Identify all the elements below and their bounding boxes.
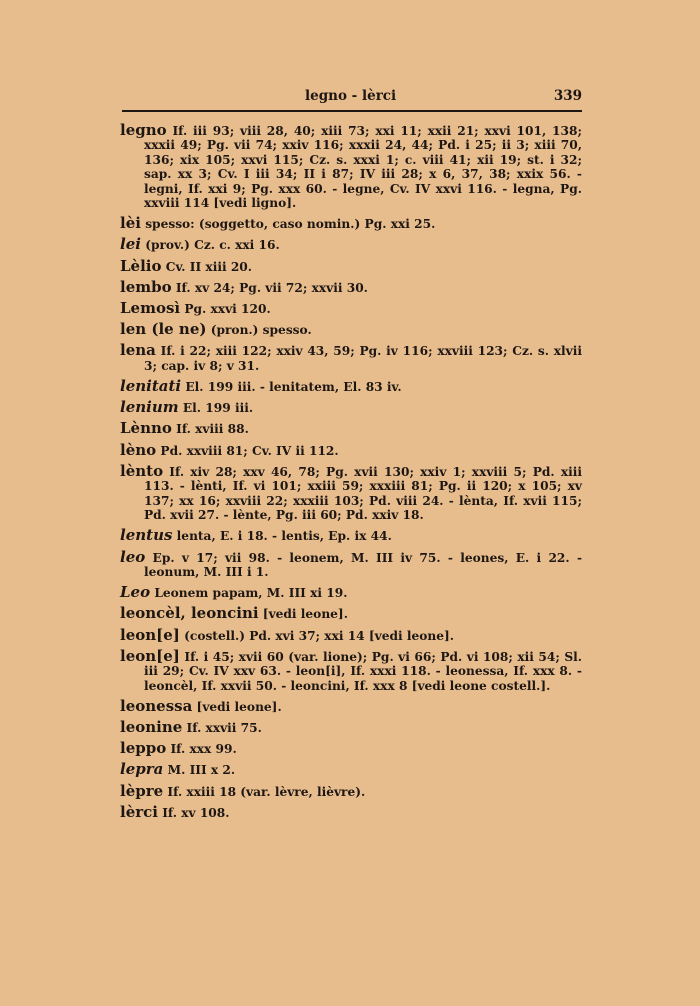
headword: Lènno [120,419,172,438]
headword: leoncèl, leoncini [120,604,259,623]
entry-lentus [120,528,582,543]
headword: leon[e] [120,625,180,644]
entry-lembo [120,277,582,296]
entry-lenno [120,421,582,436]
entry-body: (costell.) Pd. xvi 37; xxi 14 [vedi leone]. [179,628,455,643]
headword: lèpre [120,781,164,800]
entry-legno [120,123,582,210]
headword: leo [120,547,146,566]
entry-leonine [120,717,582,736]
entry-leoncel [120,606,582,621]
headword: lei [120,235,141,254]
headword: Lèlio [120,256,162,275]
entry-body: (pron.) spesso. [206,323,312,338]
headword: lèi [120,214,141,233]
page-number: 339 [553,88,582,104]
entry-list [120,123,582,826]
entry-leo-papa [120,585,582,600]
headword: lembo [120,277,172,296]
entry-body: [vedi leone]. [192,699,282,714]
headword: lentus [120,526,173,545]
page-header [122,88,582,108]
entry-body: Ep. v 17; vii 98. - leonem, M. III iv 75. - leones, E. i 22. - leonum, M. III i 1. [144,550,582,579]
entry-lelio [120,256,582,275]
entry-body: If. i 22; xiii 122; xxiv 43, 59; Pg. iv 116; xxviii 123; Cz. s. xlvii 3; cap. iv 8; v 31. [144,344,582,373]
headword: len (le ne) [120,320,207,339]
entry-lepra [120,762,582,777]
headword: legno [120,121,167,139]
headword: leon[e] [120,646,180,665]
entry-body: [vedi leone]. [258,607,348,622]
headword: leonine [120,717,183,736]
entry-body: M. III x 2. [163,763,236,778]
running-title: legno - lèrci [305,88,397,104]
headword: lenium [120,398,179,417]
entry-leppo [120,741,582,756]
entry-body: If. xviii 88. [171,422,249,437]
entry-body: lenta, E. i 18. - lentis, Ep. ix 44. [172,529,392,544]
entry-leno [120,440,582,459]
entry-lei [120,216,582,231]
entry-leonessa [120,696,582,715]
entry-lena [120,343,582,373]
entry-body: Pg. xxvi 120. [180,302,271,317]
entry-body: Leonem papam, M. III xi 19. [150,586,348,601]
headword: lepra [120,760,164,779]
headword: lènto [120,461,164,480]
entry-lenitati [120,379,582,394]
entry-leo [120,547,582,580]
entry-body: If. xv 24; Pg. vii 72; xxvii 30. [171,280,368,295]
entry-lento [120,461,582,523]
entry-body: spesso: (soggetto, caso nomin.) Pg. xxi 25. [140,217,436,232]
entry-body: (prov.) Cz. c. xxi 16. [140,238,280,253]
entry-body: El. 199 iii. [178,401,254,416]
entry-lemosi [120,301,582,316]
headword: Leo [120,583,151,602]
headword: leonessa [120,696,193,715]
entry-lei-prov [120,237,582,252]
entry-body: If. xxvii 75. [182,720,262,735]
entry-body: If. xv 108. [157,805,230,820]
entry-len [120,322,582,337]
headword: lèno [120,440,157,459]
entry-body: If. xiv 28; xxv 46, 78; Pg. xvii 130; xxiv 1; xxviii 5; Pd. xiii 113. - lènti, If. vi 101; xxiii 59; xxxiii 81; Pg. ii 120; x 105; xv 137; xx 16; xxviii 22; xxxiii 103; Pd. viii 24. - lènta, If. xvii 115; Pd. xvii 27. - lènte, Pg. iii 60; Pd. xxiv 18. [144,464,582,523]
entry-leone [120,646,582,693]
headword: lena [120,341,156,360]
entry-lepre [120,781,582,800]
entry-lenium [120,400,582,415]
header-rule [122,110,582,112]
headword: leppo [120,739,167,758]
entry-body: El. 199 iii. - lenitatem, El. 83 iv. [181,380,402,395]
headword: lenitati [120,377,182,396]
headword: lèrci [120,802,158,821]
entry-body: Pd. xxviii 81; Cv. IV ii 112. [156,443,339,458]
entry-body: If. xxx 99. [166,742,237,757]
entry-body: If. xxiii 18 (var. lèvre, lièvre). [163,784,366,799]
entry-leone-costell [120,625,582,644]
entry-body: If. iii 93; viii 28, 40; xiii 73; xxi 11; xxii 21; xxvi 101, 138; xxxii 49; Pg. vii 74; xxiv 116; xxxii 24, 44; Pd. i 25; ii 3; xiii 70, 136; xix 105; xxvi 115; Cz. s. xxxi 1; c. viii 41; xii 19; st. i 32; sap. xx 3; Cv. I iii 34; II i 87; IV iii 28; x 6, 37, 38; xxix 56. - legni, If. xxi 9; Pg. xxx 60. - legne, Cv. IV xxvi 116. - legna, Pg. xxviii 114 [vedi ligno]. [144,124,582,211]
entry-body: Cv. II xiii 20. [161,259,253,274]
entry-body: If. i 45; xvii 60 (var. lione); Pg. vi 66; Pd. vi 108; xii 54; Sl. iii 29; Cv. IV xxv 63. - leon[i], If. xxxi 118. - leonessa, If. xxx 8. - leoncèl, If. xxvii 50. - leoncini, If. xxx 8 [vedi leone costell.]. [144,649,582,693]
headword: Lemosì [120,299,181,318]
entry-lerci [120,802,582,821]
